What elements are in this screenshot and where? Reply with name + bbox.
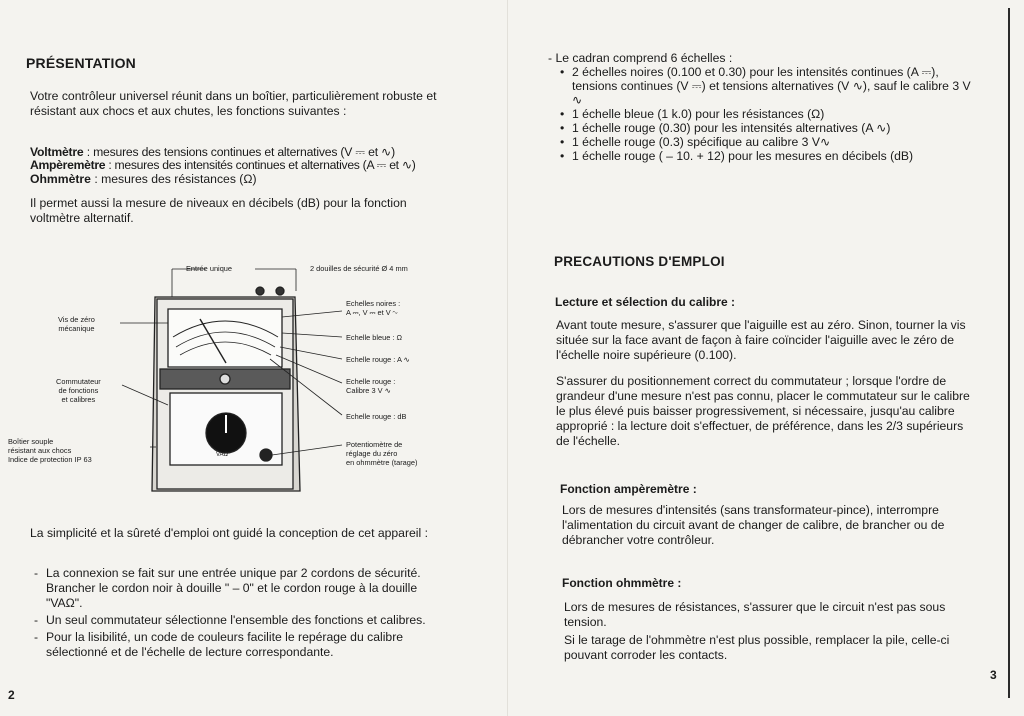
label-red-scale-3v: Echelle rouge : Calibre 3 V ∿	[346, 377, 396, 395]
section-paragraph: Si le tarage de l'ohmmètre n'est plus possible, remplacer la pile, celle-ci pouvant corroder les contacts.	[564, 633, 950, 662]
section-paragraph: Lors de mesures d'intensités (sans transformateur-pince), interrompre l'alimentation du circuit avant de changer de calibre, de brancher ou de débrancher votre contrôleur.	[562, 503, 945, 547]
list-item: • 1 échelle bleue (1 k.0) pour les résistances (Ω)	[560, 107, 972, 121]
label-single-input: Entrée unique	[186, 264, 233, 273]
function-ammeter	[30, 158, 450, 173]
section-heading-range: Lecture et sélection du calibre :	[555, 295, 736, 309]
function-desc: : mesures des tensions continues et alternatives (V ⎓ et ∿)	[83, 145, 395, 159]
list-item: • 1 échelle rouge ( – 10. + 12) pour les mesures en décibels (dB)	[560, 149, 972, 163]
function-ohmmeter	[30, 172, 450, 187]
right-page	[512, 0, 1024, 716]
intro-paragraph: Votre contrôleur universel réunit dans un boîtier, particulièrement robuste et résistant aux chocs et aux chutes, les fonctions suivantes :	[30, 89, 437, 118]
label-red-scale-a: Echelle rouge : A ∿	[346, 355, 410, 364]
socket-left	[256, 287, 264, 295]
multimeter-diagram	[8, 255, 450, 495]
decibel-paragraph: Il permet aussi la mesure de niveaux en décibels (dB) pour la fonction voltmètre alternatif.	[30, 196, 407, 225]
function-name: Ohmmètre	[30, 172, 91, 186]
list-item: • 2 échelles noires (0.100 et 0.30) pour les intensités continues (A ⎓), tensions continues (V ⎓) et tensions alternatives (V ∿), sauf le calibre 3 V ∿	[560, 65, 972, 107]
label-red-scale-db: Echelle rouge : dB	[346, 412, 407, 421]
dial-window	[168, 309, 282, 367]
label-rugged-case: Boîtier souple résistant aux chocs Indice de protection IP 63	[8, 437, 92, 464]
section-heading-ammeter: Fonction ampèremètre :	[560, 482, 697, 496]
label-black-scales: Echelles noires : A ⎓, V ⎓ et V ∿	[346, 299, 401, 317]
section-heading-ohmmeter: Fonction ohmmètre :	[562, 576, 682, 590]
page-fold	[507, 0, 508, 716]
list-item: - La connexion se fait sur une entrée unique par 2 cordons de sécurité. Brancher le cordon noir à douille " – 0" et le cordon rouge à la douille "VAΩ".	[34, 566, 444, 611]
label-function-switch: Commutateur de fonctions et calibres	[56, 377, 101, 404]
section-paragraph: Avant toute mesure, s'assurer que l'aiguille est au zéro. Sinon, tourner la vis située sur la face avant de façon à faire coïncider l'aiguille avec le zéro de l'échelle noire supérieure (0.100).	[556, 318, 966, 362]
presentation-title: PRÉSENTATION	[26, 55, 136, 71]
scales-list	[560, 65, 972, 163]
page-number-left: 2	[8, 688, 15, 702]
list-item: • 1 échelle rouge (0.30) pour les intensités alternatives (A ∿)	[560, 121, 972, 135]
label-zero-screw: Vis de zéro mécanique	[58, 315, 95, 333]
zero-adjust-knob	[260, 449, 272, 461]
label-blue-scale: Echelle bleue : Ω	[346, 333, 403, 342]
function-name: Voltmètre	[30, 145, 84, 159]
list-item: - Pour la lisibilité, un code de couleurs facilite le repérage du calibre sélectionné et de l'échelle de lecture correspondante.	[34, 630, 444, 660]
label-dial-mark: VAΩ	[216, 452, 229, 458]
function-desc: : mesures des résistances (Ω)	[90, 172, 257, 186]
function-desc: : mesures des intensités continues et alternatives (A ⎓ et ∿)	[105, 158, 416, 172]
features-list	[34, 566, 444, 660]
socket-right	[276, 287, 284, 295]
dial-intro: - Le cadran comprend 6 échelles :	[548, 51, 733, 65]
label-potentiometer: Potentiomètre de réglage du zéro en ohmmètre (tarage)	[346, 440, 418, 467]
zero-screw	[220, 374, 230, 384]
left-page	[0, 0, 505, 716]
list-item: • 1 échelle rouge (0.3) spécifique au calibre 3 V∿	[560, 135, 972, 149]
section-paragraph: Lors de mesures de résistances, s'assurer que le circuit n'est pas sous tension.	[564, 600, 946, 629]
list-item: - Un seul commutateur sélectionne l'ensemble des fonctions et calibres.	[34, 613, 444, 628]
page-number-right: 3	[990, 668, 997, 682]
precautions-title: PRECAUTIONS D'EMPLOI	[554, 254, 725, 269]
function-name: Ampèremètre	[30, 158, 106, 172]
simplicity-paragraph: La simplicité et la sûreté d'emploi ont guidé la conception de cet appareil :	[30, 526, 428, 540]
label-safety-sockets: 2 douilles de sécurité Ø 4 mm	[310, 264, 408, 273]
section-paragraph: S'assurer du positionnement correct du commutateur ; lorsque l'ordre de grandeur d'une mesure n'est pas connu, placer le commutateur sur le calibre le plus élevé puis baisser progressivement, si nécessaire, jusqu'au calibre approprié : la lecture doit s'effectuer, de préférence, dans les 2/3 supérieurs de l'échelle.	[556, 374, 970, 448]
